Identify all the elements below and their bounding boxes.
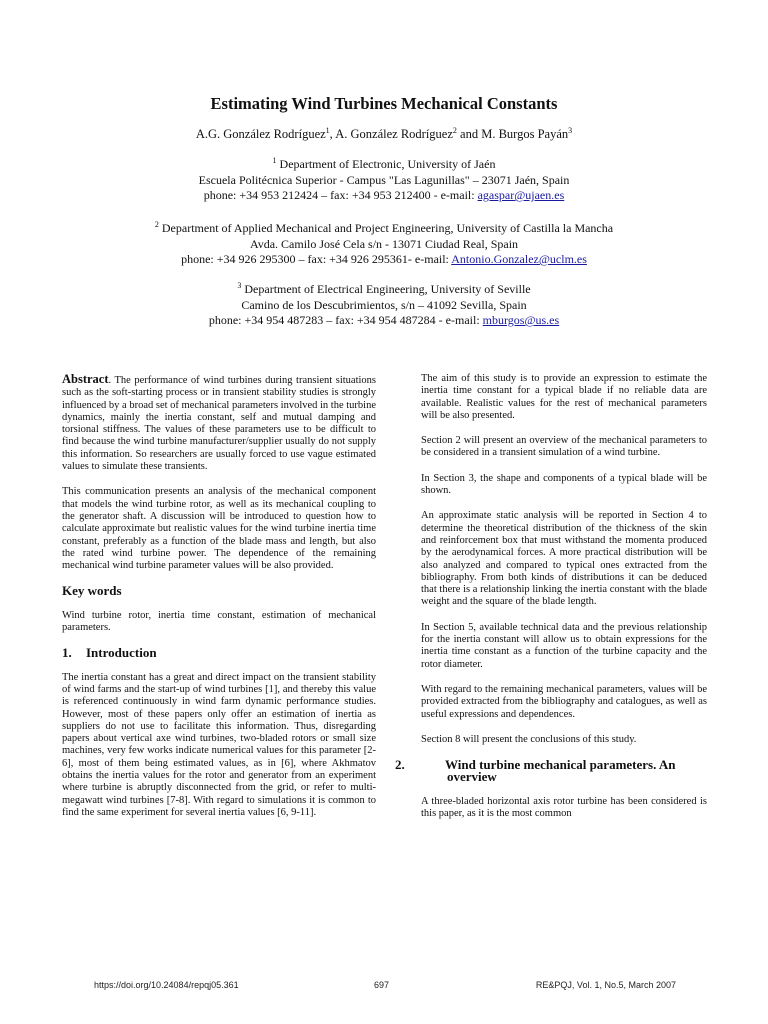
- right-paragraph-8: A three-bladed horizontal axis rotor turbine has been considered is this paper, as it is the most common: [421, 795, 707, 820]
- journal-citation: RE&PQJ, Vol. 1, No.5, March 2007: [535, 980, 676, 990]
- keywords-heading: Key words: [62, 583, 122, 599]
- right-paragraph-3: In Section 3, the shape and components of a typical blade will be shown.: [421, 472, 707, 497]
- page-number: 697: [374, 980, 390, 990]
- keywords-text: Wind turbine rotor, inertia time constant, estimation of mechanical parameters.: [62, 609, 376, 634]
- intro-paragraph: The inertia constant has a great and direct impact on the transient stability of wind farms and the start-up of wind turbines [1], and thereby this value is referenced continuously in wind farm dynamic performance studies. However, most of these papers only offer an estimation of inertia as suppliers do not use to facilitate this information. Thus, disregarding papers about vertical axe wind turbines, two-bladed rotors or small size machines, very few works indicate numerical values for this parameter [2-6], most of them being estimated values, as in [6], where Akhmatov obtains the inertia values for the rotor and generator from an experiment where turbine is abruptly disconnected from the grid, or refer to multi-megawatt wind turbines [7-8]. With regard to simulations it is common to find the same experiment for several inertia values [6, 9-11].: [62, 671, 376, 818]
- doi-link[interactable]: https://doi.org/10.24084/repqj05.361: [94, 980, 239, 990]
- email-link-2[interactable]: Antonio.Gonzalez@uclm.es: [451, 252, 587, 266]
- right-paragraph-4: An approximate static analysis will be reported in Section 4 to determine the theoretical distribution of the thickness of the skin and reinforcement box that must withstand the momenta produced by the aerodynamical forces. A more practical distribution will be also analyzed and compared to typical ones extracted from the bibliography. From both kinds of distributions it can be deduced that there is a relationship linking the inertia constant with the blade weight and the square of the blade length.: [421, 510, 707, 608]
- right-paragraph-1: The aim of this study is to provide an expression to estimate the inertia time constant for a typical blade if no reliable data are available. Realistic values for the rest of mechanical parameters will be also presented.: [421, 373, 707, 421]
- paper-title: Estimating Wind Turbines Mechanical Constants: [210, 94, 558, 113]
- left-column: [62, 373, 376, 832]
- intro-heading: 1. Introduction: [62, 645, 157, 661]
- author-2: , A. González Rodríguez: [329, 127, 453, 141]
- right-paragraph-2: Section 2 will present an overview of the mechanical parameters to be considered in a transient simulation of a wind turbine.: [421, 435, 707, 459]
- author-3: and M. Burgos Payán: [456, 127, 569, 141]
- abstract-paragraph-2: This communication presents an analysis of the mechanical component that models the wind turbine rotor, as well as its mechanical coupling to the generator shaft. A discussion will be introduced to question how to calculate approximate but realistic values for the wind turbine inertia time constant, preferably as a function of the blade mass and length, but also the rated wind turbine power. The dependence of the remaining mechanical wind turbine parameter values will be also provided.: [62, 486, 376, 572]
- affiliation-1: $^1$ Department of Electronic, University of Jaén Escuela Politécnica Superior - Campus "Las Lagunillas" – 23071 Jaén, Spain phone: +34 953 212424 – fax: +34 953 212400 - e-mail: agaspar@ujaen.es: [198, 156, 570, 202]
- affiliation-3: $^3$ Department of Electrical Engineering, University of Seville Camino de los Descubrimientos, s/n – 41092 Sevilla, Spain phone: +34 954 487283 – fax: +34 954 487284 - e-mail: mburgos@us.es: [208, 281, 560, 327]
- author-1: A.G. González Rodríguez: [195, 127, 326, 141]
- section-2-heading: 2. Wind turbine mechanical parameters. An overview: [395, 757, 676, 785]
- email-link-3[interactable]: mburgos@us.es: [482, 313, 560, 327]
- right-paragraph-7: Section 8 will present the conclusions of this study.: [421, 733, 637, 745]
- abstract-heading: Abstract: [62, 372, 109, 386]
- right-paragraph-5: In Section 5, available technical data and the previous relationship for the inertia constant will allow us to obtain expressions for the inertia time constant as a function of the turbine capacity and the rotor diameter.: [421, 621, 707, 670]
- email-link-1[interactable]: agaspar@ujaen.es: [477, 188, 565, 202]
- author-list: A.G. González Rodríguez$^1$, A. González Rodríguez$^2$ and M. Burgos Payán$^3$: [195, 125, 573, 141]
- abstract-paragraph: Abstract. The performance of wind turbines during transient situations such as the soft-starting process or in transient stability studies is strongly influenced by a broad set of mechanical parameters involved in the turbine dynamics, mainly the inertia constant, self and mutual damping and torsional stiffness. The values of these parameters use to be difficult to find because the wind turbine manufacturer/supplier usually do not supply this information. So researchers are usually forced to use vague estimated values to simulate these transients.: [62, 372, 377, 473]
- right-column: [395, 373, 707, 833]
- affiliation-2: $^2$ Department of Applied Mechanical and Project Engineering, University of Castilla la Mancha Avda. Camilo José Cela s/n - 13071 Ciudad Real, Spain phone: +34 926 295300 – fax: +34 926 295361- e-mail: Antonio.Gonzalez@uclm.es: [154, 220, 614, 266]
- right-paragraph-6: With regard to the remaining mechanical parameters, values will be provided extracted from the bibliography and catalogues, as well as useful expressions and dependences.: [421, 683, 707, 720]
